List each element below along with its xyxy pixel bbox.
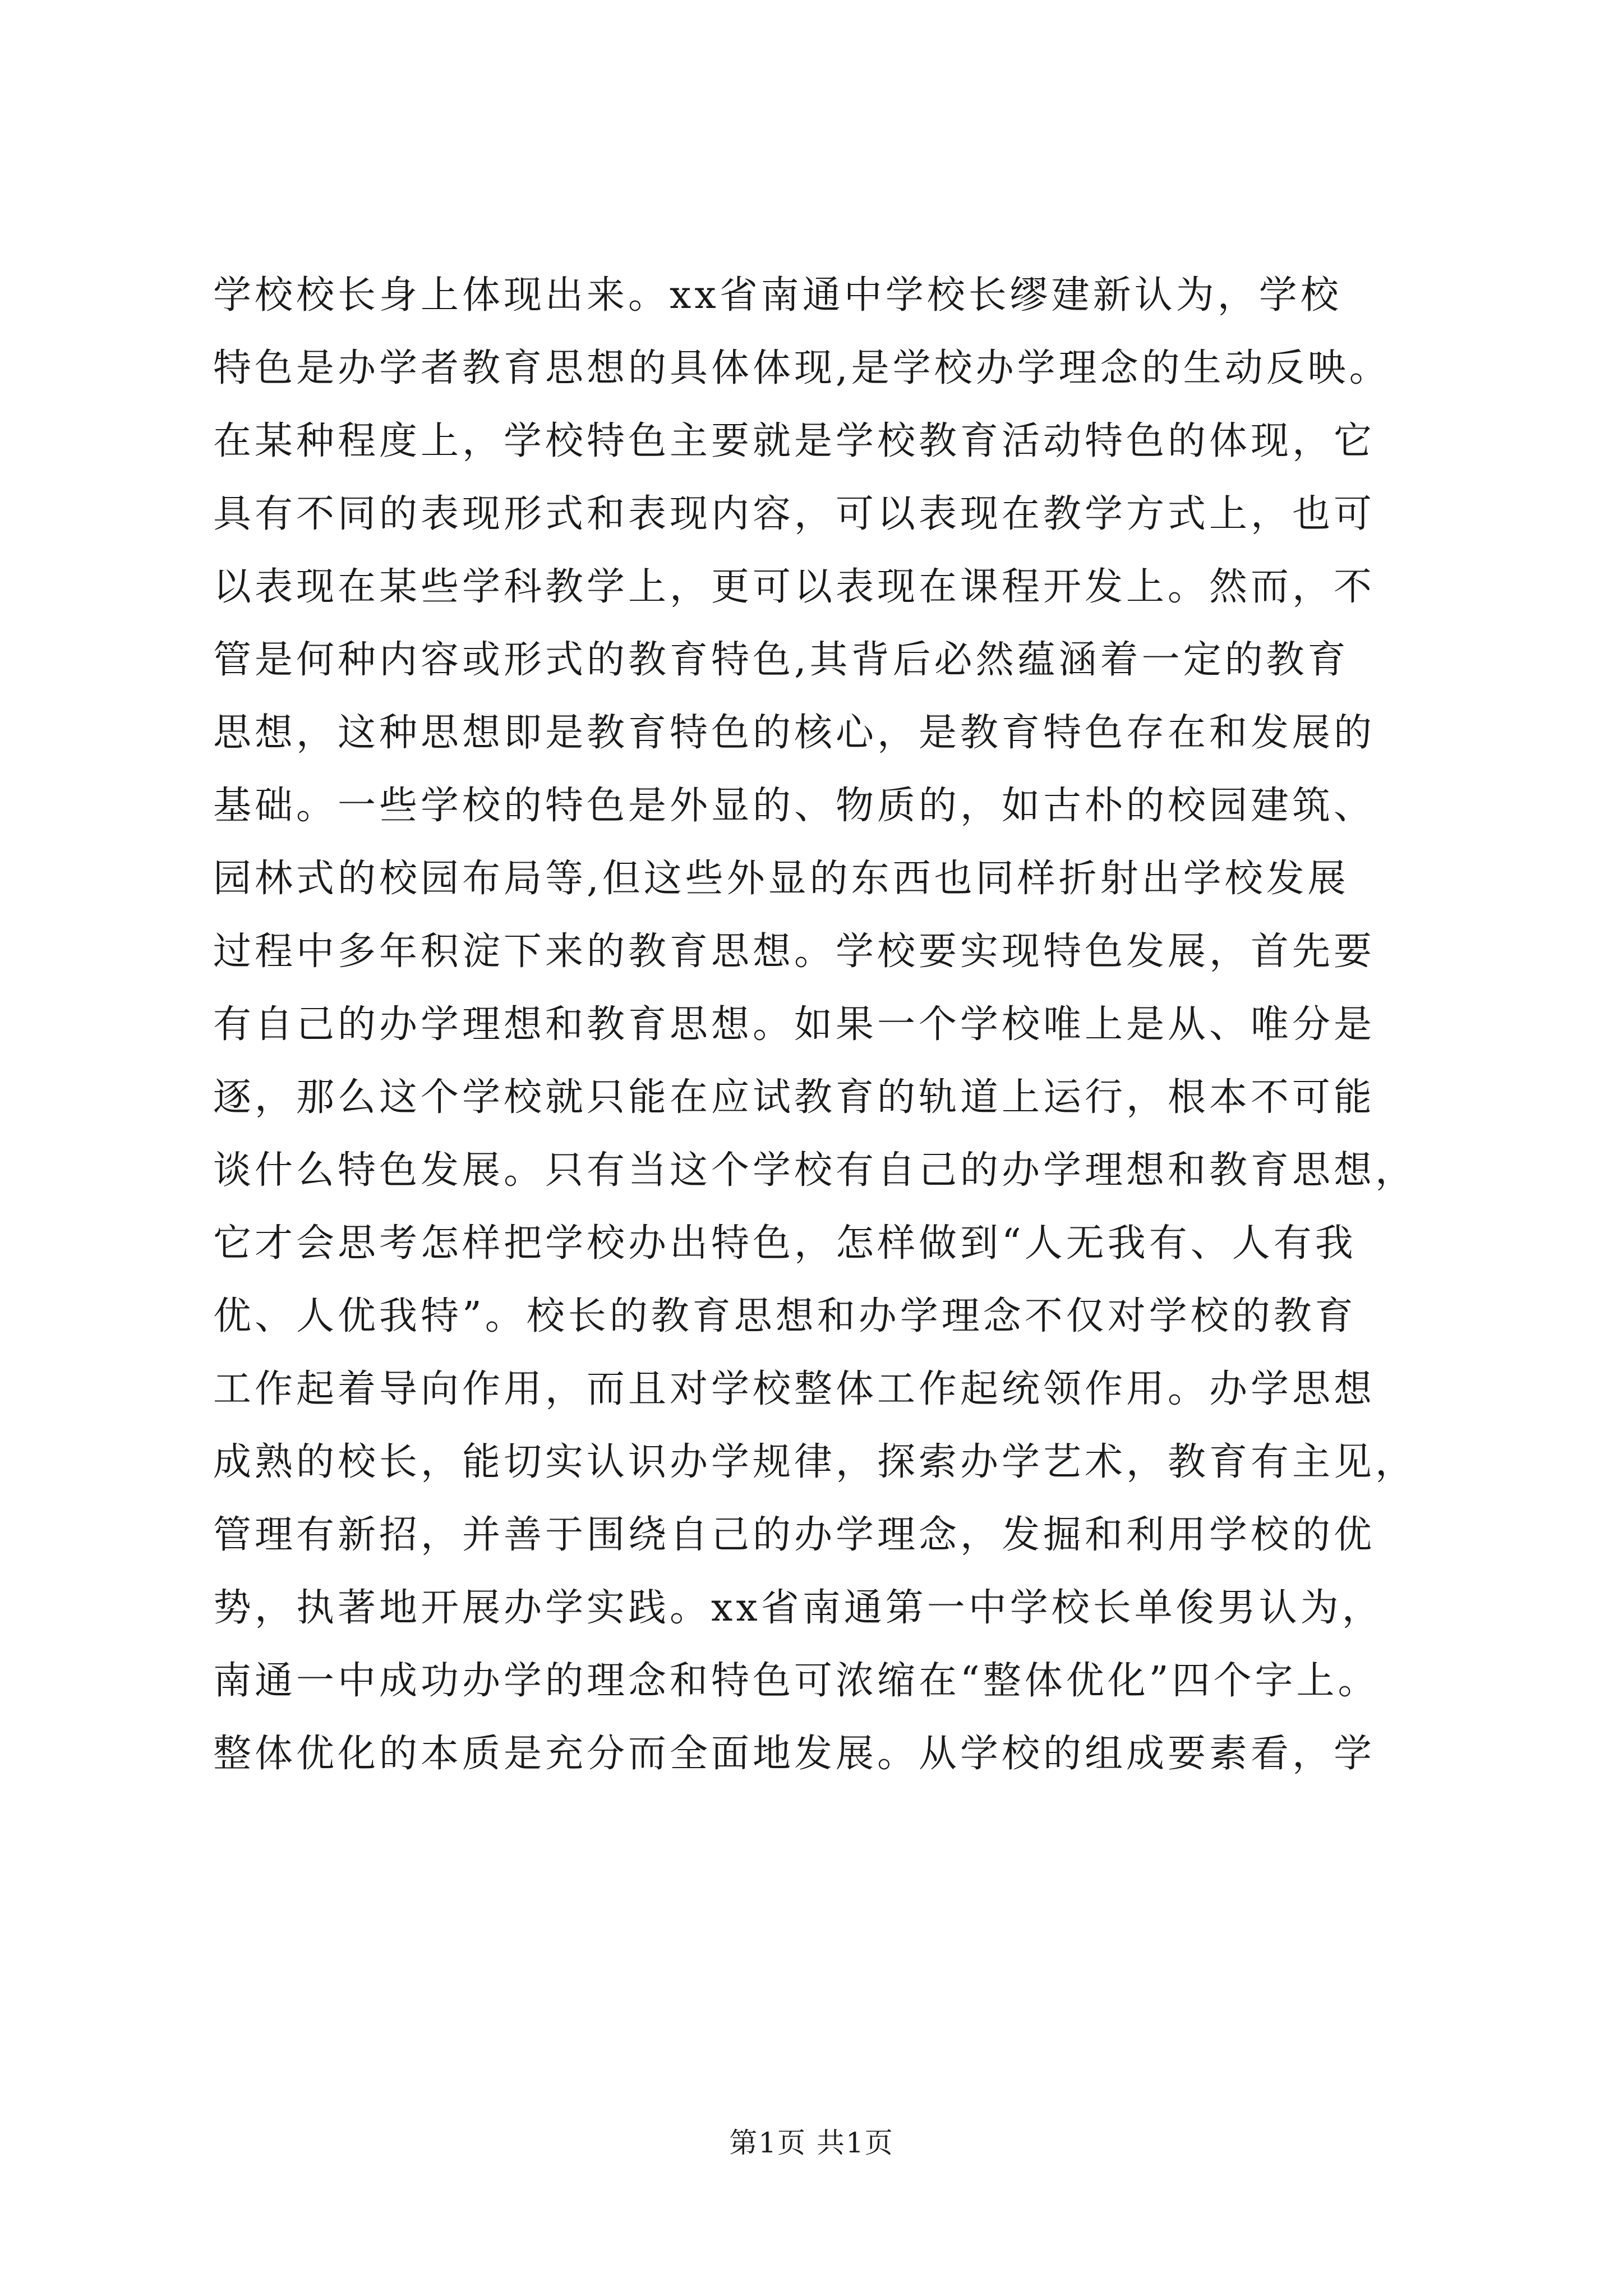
text-line: 园林式的校园布局等,但这些外显的东西也同样折射出学校发展 xyxy=(213,857,1349,901)
text-line: 特色是办学者教育思想的具体体现,是学校办学理念的生动反映。 xyxy=(213,346,1391,390)
text-line: 在某种程度上，学校特色主要就是学校教育活动特色的体现，它 xyxy=(213,419,1376,463)
text-line: 过程中多年积淀下来的教育思想。学校要实现特色发展，首先要 xyxy=(213,930,1376,974)
text-line: 谈什么特色发展。只有当这个学校有自己的办学理想和教育思想， xyxy=(213,1148,1417,1193)
text-line: 成熟的校长，能切实认识办学规律，探索办学艺术，教育有主见， xyxy=(213,1440,1417,1484)
text-line: 学校校长身上体现出来。xx省南通中学校长缪建新认为，学校 xyxy=(213,273,1342,318)
text-line: 管理有新招，并善于围绕自己的办学理念，发掘和利用学校的优 xyxy=(213,1513,1376,1557)
text-line: 管是何种内容或形式的教育特色,其背后必然蕴涵着一定的教育 xyxy=(213,638,1349,682)
text-line: 逐，那么这个学校就只能在应试教育的轨道上运行，根本不可能 xyxy=(213,1075,1376,1120)
text-line: 思想，这种思想即是教育特色的核心，是教育特色存在和发展的 xyxy=(213,711,1376,755)
page-number-label: 第1页 共1页 xyxy=(729,2127,894,2159)
body-text xyxy=(213,259,1447,1791)
text-line: 优、人优我特”。校长的教育思想和办学理念不仅对学校的教育 xyxy=(213,1294,1357,1338)
text-line: 它才会思考怎样把学校办出特色，怎样做到“人无我有、人有我 xyxy=(213,1221,1357,1266)
text-line: 以表现在某些学科教学上，更可以表现在课程开发上。然而，不 xyxy=(213,565,1376,609)
text-line: 整体优化的本质是充分而全面地发展。从学校的组成要素看，学 xyxy=(213,1732,1376,1776)
text-line: 有自己的办学理想和教育思想。如果一个学校唯上是从、唯分是 xyxy=(213,1002,1376,1047)
text-line: 工作起着导向作用，而且对学校整体工作起统领作用。办学思想 xyxy=(213,1367,1376,1411)
text-line: 南通一中成功办学的理念和特色可浓缩在“整体优化”四个字上。 xyxy=(213,1659,1380,1703)
text-line: 基础。一些学校的特色是外显的、物质的，如古朴的校园建筑、 xyxy=(213,784,1376,828)
text-line: 势，执著地开展办学实践。xx省南通第一中学校长单俊男认为， xyxy=(213,1586,1384,1630)
page-footer xyxy=(0,2120,1623,2161)
text-line: 具有不同的表现形式和表现内容，可以表现在教学方式上，也可 xyxy=(213,492,1376,536)
